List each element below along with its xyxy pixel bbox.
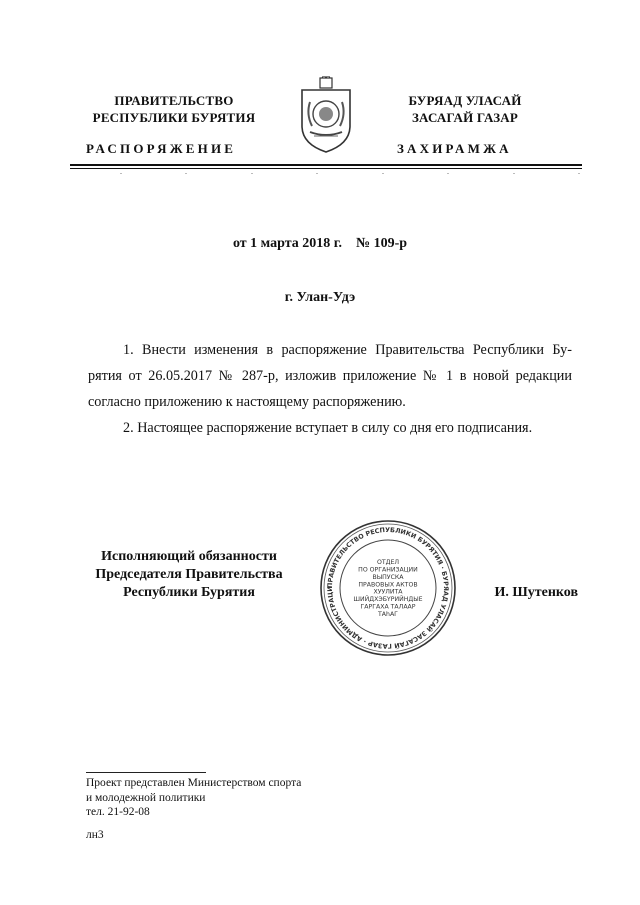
para1-line1: 1. Внести изменения в распоряжение Правительства Республики Бу- — [123, 342, 572, 358]
stamp-center-line: ТАһАГ — [378, 610, 398, 618]
signatory-title-line1: Исполняющий обязанности — [101, 549, 277, 564]
stamp-center-line: ГАРГАХА ТАЛААР — [360, 603, 416, 611]
stamp-center-line: ХУУЛИТА — [373, 588, 403, 596]
gov-name-ru-line2: РЕСПУБЛИКИ БУРЯТИЯ — [92, 110, 256, 125]
signatory-title — [74, 548, 304, 602]
header-rule-thick — [70, 164, 582, 166]
footer-line1: Проект представлен Министерством спорта — [86, 777, 302, 789]
signatory-title-line2: Председателя Правительства — [95, 567, 283, 582]
footer-phone: тел. 21-92-08 — [86, 806, 150, 818]
stamp-center-line: ПО ОРГАНИЗАЦИИ — [358, 566, 418, 574]
para1-line2: рятия от 26.05.2017 № 287-р, изложив приложение № 1 в новой редакции — [88, 368, 572, 384]
city: г. Улан-Удэ — [284, 290, 356, 305]
doc-type-ru: РАСПОРЯЖЕНИЕ — [86, 141, 237, 156]
gov-name-ru-line1: ПРАВИТЕЛЬСТВО — [114, 93, 234, 108]
coat-of-arms-icon — [296, 76, 356, 156]
footer-code: лн3 — [86, 828, 104, 841]
official-stamp — [318, 518, 458, 658]
signatory-title-line3: Республики Бурятия — [123, 585, 255, 600]
date-number: от 1 марта 2018 г. № 109-р — [232, 236, 408, 251]
stamp-center-line: ШИЙДХЭБҮРИЙНДЫЕ — [353, 596, 423, 604]
stamp-center-line: ВЫПУСКА — [372, 573, 404, 581]
body-text — [88, 337, 572, 441]
footer-note — [86, 776, 301, 842]
footer-rule — [86, 772, 206, 773]
footer-line2: и молодежной политики — [86, 791, 206, 804]
gov-name-bua-line2: ЗАСАГАЙ ГАЗАР — [411, 110, 519, 125]
doc-type-bua: ЗАХИРАМЖА — [397, 141, 512, 156]
signatory-name: И. Шутенков — [494, 585, 578, 600]
stamp-ring-text: ПРАВИТЕЛЬСТВО РЕСПУБЛИКИ БУРЯТИЯ · БУРЯАД УЛАСАЙ ЗАСАГАЙ ГАЗАР · АДМИНИСТРАЦИ — [325, 525, 451, 651]
gov-name-bua-line1: БУРЯАД УЛАСАЙ — [408, 93, 522, 108]
para1-line3: согласно приложению к настоящему распоряжению. — [88, 394, 406, 410]
header-dotted-line — [120, 173, 580, 177]
gov-name-ru — [74, 92, 274, 126]
stamp-center-line: ПРАВОВЫХ АКТОВ — [358, 581, 418, 589]
stamp-center-line: ОТДЕЛ — [376, 559, 400, 567]
header-rule-thin — [70, 168, 582, 169]
gov-name-bua — [375, 92, 555, 126]
para2: 2. Настоящее распоряжение вступает в силу со дня его подписания. — [123, 420, 533, 436]
